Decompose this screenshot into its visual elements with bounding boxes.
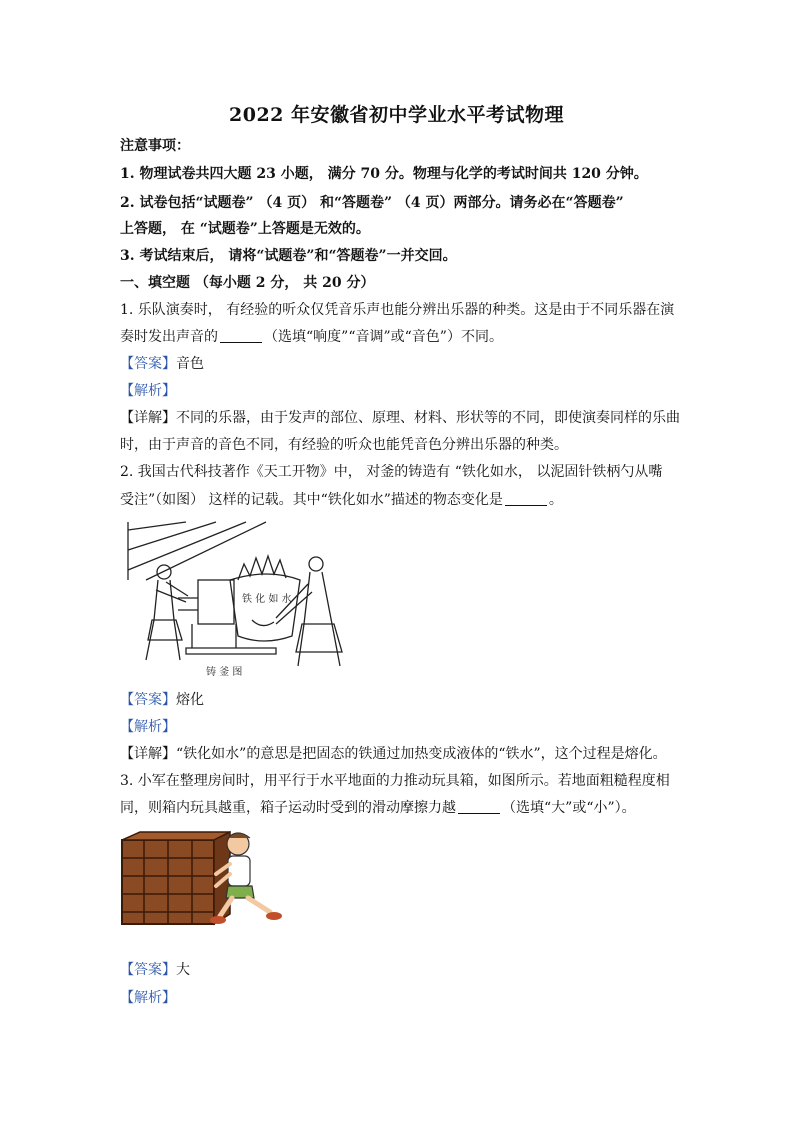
q3-text-a: 同，则箱内玩具越重，箱子运动时受到的滑动摩擦力越	[120, 800, 456, 816]
q3-line1: 3. 小军在整理房间时，用平行于水平地面的力推动玩具箱，如图所示。若地面粗糙程度相	[120, 773, 670, 789]
q2-answer-value: 熔化	[176, 692, 204, 708]
analysis-tag: 【解析】	[120, 383, 176, 399]
q1-line2	[120, 327, 690, 347]
pushing-box-figure	[120, 828, 282, 930]
casting-cauldron-figure	[126, 520, 358, 680]
q3-answer-value: 大	[176, 962, 190, 978]
answer-tag: 【答案】	[120, 692, 176, 708]
q2-blank	[505, 491, 547, 506]
q3-blank	[458, 799, 500, 814]
q2-analysis	[120, 717, 690, 737]
fig1-caption: 铸 釜 图	[206, 667, 243, 678]
q2-text-a: 受注”（如图） 这样的记载。其中“铁化如水”描述的物态变化是	[120, 492, 503, 508]
answer-tag: 【答案】	[120, 962, 176, 978]
q3-text-b: （选填“大”或“小”）。	[502, 800, 636, 816]
q1-answer-value: 音色	[176, 356, 204, 372]
q1-detail-1: 不同的乐器，由于发声的部位、原理、材料、形状等的不同，即使演奏同样的乐曲	[176, 410, 680, 426]
q3-analysis	[120, 988, 690, 1008]
detail-tag: 【详解】	[120, 746, 176, 762]
q2-line2	[120, 490, 690, 510]
q1-answer	[120, 354, 690, 374]
q1-line1: 1. 乐队演奏时， 有经验的听众仅凭音乐声也能分辨出乐器的种类。这是由于不同乐器在演	[120, 302, 675, 318]
q1-detail-2: 时，由于声音的音色不同，有经验的听众也能凭音色分辨出乐器的种类。	[120, 437, 568, 453]
q1-text-b: （选填“响度”“音调”或“音色”）不同。	[264, 329, 503, 345]
q3-line2	[120, 798, 690, 818]
detail-tag: 【详解】	[120, 410, 176, 426]
note-2: 2. 试卷包括“试题卷” （4 页） 和“答题卷” （4 页）两部分。请务必在“答题卷”	[120, 195, 624, 211]
answer-tag: 【答案】	[120, 356, 176, 372]
q1-text-a: 奏时发出声音的	[120, 329, 218, 345]
q2-line1: 2. 我国古代科技著作《天工开物》中， 对釜的铸造有 “铁化如水， 以泥固针铁柄勺从嘴	[120, 464, 663, 480]
fig1-label: 铁 化 如 水	[242, 594, 292, 605]
note-2-cont: 上答题， 在 “试题卷”上答题是无效的。	[120, 221, 370, 237]
note-3: 3. 考试结束后， 请将“试题卷”和“答题卷”一并交回。	[120, 248, 457, 264]
note-1: 1. 物理试卷共四大题 23 小题， 满分 70 分。物理与化学的考试时间共 120 分钟。	[120, 166, 648, 182]
page-title: 2022 年安徽省初中学业水平考试物理	[229, 104, 564, 126]
q1-analysis	[120, 381, 690, 401]
notes-heading: 注意事项：	[120, 138, 190, 154]
q1-blank	[220, 328, 262, 343]
q3-answer	[120, 960, 690, 980]
section-heading: 一、填空题 （每小题 2 分， 共 20 分）	[120, 275, 375, 291]
q2-answer	[120, 690, 690, 710]
q2-detail	[120, 744, 690, 764]
q2-text-b: 。	[548, 492, 563, 508]
q1-detail	[120, 408, 690, 428]
q2-detail-1: “铁化如水”的意思是把固态的铁通过加热变成液体的“铁水”，这个过程是熔化。	[176, 746, 667, 762]
analysis-tag: 【解析】	[120, 990, 176, 1006]
analysis-tag: 【解析】	[120, 719, 176, 735]
